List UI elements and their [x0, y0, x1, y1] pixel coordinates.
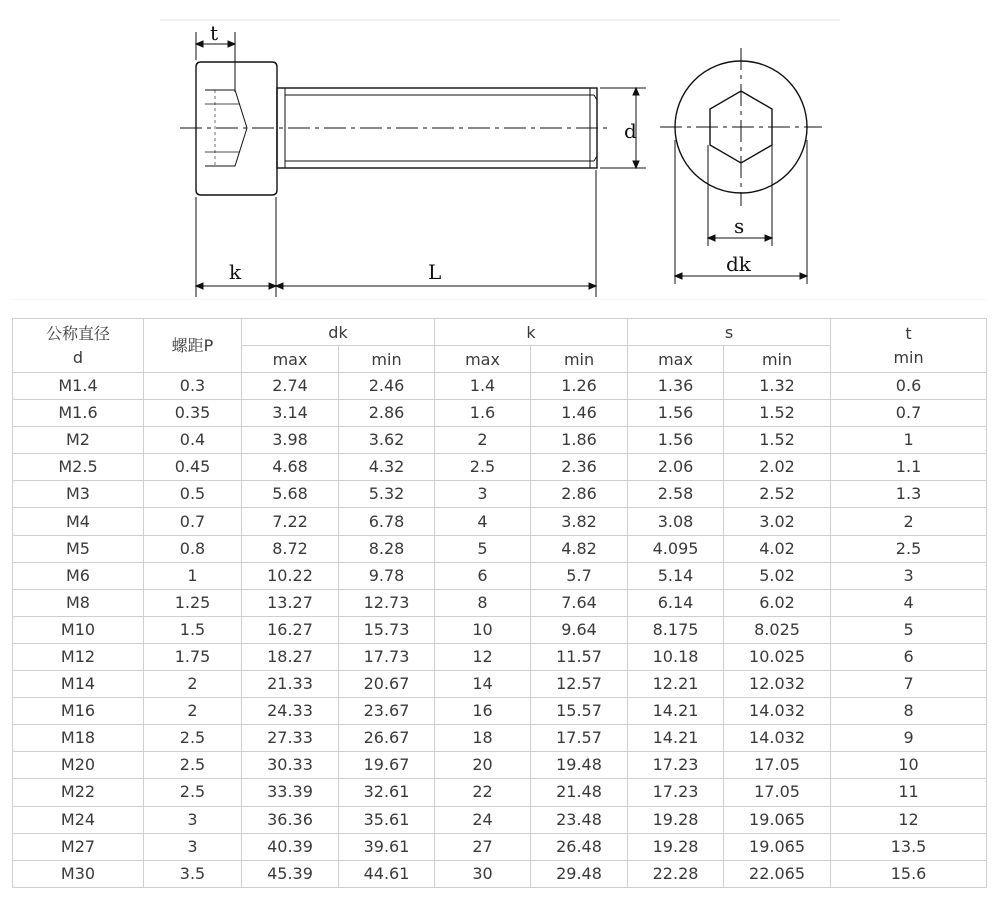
- table-row: [13, 373, 987, 400]
- cell-dk-min: 12.73: [339, 589, 435, 616]
- header-s-max: max: [628, 346, 724, 373]
- cell-s-min: 19.065: [724, 806, 831, 833]
- cell-k-max: 3: [435, 481, 531, 508]
- table-row: [13, 481, 987, 508]
- cell-pitch: 2: [144, 698, 242, 725]
- screw-spec-table: [12, 318, 987, 888]
- cell-pitch: 0.8: [144, 535, 242, 562]
- cell-k-min: 1.86: [531, 427, 628, 454]
- k-L-dimension: [196, 170, 596, 297]
- cell-k-min: 17.57: [531, 725, 628, 752]
- cell-dk-min: 19.67: [339, 752, 435, 779]
- cell-s-min: 22.065: [724, 860, 831, 887]
- cell-k-max: 2.5: [435, 454, 531, 481]
- cell-k-min: 11.57: [531, 643, 628, 670]
- cell-t-min: 6: [831, 643, 987, 670]
- cell-size: M18: [13, 725, 144, 752]
- cell-k-max: 22: [435, 779, 531, 806]
- cell-size: M24: [13, 806, 144, 833]
- spec-table-body: [13, 373, 987, 888]
- cell-dk-min: 39.61: [339, 833, 435, 860]
- cell-dk-max: 10.22: [242, 562, 339, 589]
- cell-k-max: 18: [435, 725, 531, 752]
- cell-s-max: 5.14: [628, 562, 724, 589]
- cell-size: M14: [13, 671, 144, 698]
- label-d: d: [624, 119, 637, 143]
- cell-s-min: 14.032: [724, 698, 831, 725]
- cell-k-min: 9.64: [531, 616, 628, 643]
- cell-dk-min: 2.46: [339, 373, 435, 400]
- header-k-min: min: [531, 346, 628, 373]
- cell-t-min: 8: [831, 698, 987, 725]
- cell-pitch: 0.5: [144, 481, 242, 508]
- cell-k-min: 23.48: [531, 806, 628, 833]
- cell-pitch: 2.5: [144, 752, 242, 779]
- cell-t-min: 0.7: [831, 400, 987, 427]
- table-row: [13, 806, 987, 833]
- cell-k-min: 29.48: [531, 860, 628, 887]
- cell-t-min: 1.3: [831, 481, 987, 508]
- cell-dk-min: 20.67: [339, 671, 435, 698]
- cell-k-max: 1.4: [435, 373, 531, 400]
- cell-dk-min: 5.32: [339, 481, 435, 508]
- cell-s-max: 1.56: [628, 427, 724, 454]
- table-row: [13, 454, 987, 481]
- cell-t-min: 10: [831, 752, 987, 779]
- cell-t-min: 11: [831, 779, 987, 806]
- cell-s-min: 6.02: [724, 589, 831, 616]
- table-row: [13, 427, 987, 454]
- cell-s-min: 12.032: [724, 671, 831, 698]
- cell-k-max: 6: [435, 562, 531, 589]
- header-nominal-line2: d: [72, 347, 84, 367]
- cell-pitch: 2.5: [144, 725, 242, 752]
- cell-size: M4: [13, 508, 144, 535]
- cell-s-min: 2.52: [724, 481, 831, 508]
- cell-s-max: 14.21: [628, 725, 724, 752]
- cell-dk-min: 2.86: [339, 400, 435, 427]
- cell-pitch: 1.5: [144, 616, 242, 643]
- cell-t-min: 15.6: [831, 860, 987, 887]
- cell-size: M6: [13, 562, 144, 589]
- cell-dk-max: 2.74: [242, 373, 339, 400]
- cell-pitch: 0.4: [144, 427, 242, 454]
- cell-s-max: 2.58: [628, 481, 724, 508]
- table-row: [13, 508, 987, 535]
- cell-s-max: 2.06: [628, 454, 724, 481]
- header-k: k: [435, 319, 628, 346]
- cell-s-max: 8.175: [628, 616, 724, 643]
- cell-s-max: 4.095: [628, 535, 724, 562]
- cell-t-min: 9: [831, 725, 987, 752]
- cell-dk-min: 17.73: [339, 643, 435, 670]
- table-row: [13, 671, 987, 698]
- table-row: [13, 562, 987, 589]
- cell-dk-max: 3.14: [242, 400, 339, 427]
- table-row: [13, 860, 987, 887]
- cell-k-max: 2: [435, 427, 531, 454]
- cell-pitch: 2: [144, 671, 242, 698]
- header-dk: dk: [242, 319, 435, 346]
- cell-k-min: 21.48: [531, 779, 628, 806]
- cell-k-min: 19.48: [531, 752, 628, 779]
- cell-dk-max: 24.33: [242, 698, 339, 725]
- cell-dk-max: 33.39: [242, 779, 339, 806]
- label-t: t: [210, 21, 219, 45]
- header-nominal-diameter: [13, 319, 144, 373]
- cell-s-max: 12.21: [628, 671, 724, 698]
- table-row: [13, 779, 987, 806]
- cell-t-min: 1.1: [831, 454, 987, 481]
- cell-size: M27: [13, 833, 144, 860]
- cell-k-min: 4.82: [531, 535, 628, 562]
- cell-dk-max: 30.33: [242, 752, 339, 779]
- cell-pitch: 1: [144, 562, 242, 589]
- cell-k-max: 4: [435, 508, 531, 535]
- cell-dk-max: 4.68: [242, 454, 339, 481]
- cell-dk-max: 21.33: [242, 671, 339, 698]
- cell-k-min: 26.48: [531, 833, 628, 860]
- cell-k-max: 8: [435, 589, 531, 616]
- cell-size: M10: [13, 616, 144, 643]
- cell-size: M2.5: [13, 454, 144, 481]
- cell-k-min: 1.26: [531, 373, 628, 400]
- header-s: s: [628, 319, 831, 346]
- label-L: L: [428, 260, 442, 284]
- cell-dk-max: 36.36: [242, 806, 339, 833]
- header-t-line1: t: [905, 323, 912, 343]
- cell-k-max: 16: [435, 698, 531, 725]
- cell-k-max: 12: [435, 643, 531, 670]
- cell-pitch: 3: [144, 806, 242, 833]
- cell-dk-max: 45.39: [242, 860, 339, 887]
- cell-dk-min: 3.62: [339, 427, 435, 454]
- table-row: [13, 752, 987, 779]
- cell-s-min: 1.52: [724, 400, 831, 427]
- table-row: [13, 725, 987, 752]
- table-row: [13, 535, 987, 562]
- cell-pitch: 3.5: [144, 860, 242, 887]
- cell-s-max: 6.14: [628, 589, 724, 616]
- cell-dk-max: 27.33: [242, 725, 339, 752]
- cell-k-min: 2.86: [531, 481, 628, 508]
- cell-pitch: 0.7: [144, 508, 242, 535]
- cell-k-min: 5.7: [531, 562, 628, 589]
- cell-s-max: 17.23: [628, 752, 724, 779]
- cell-pitch: 1.75: [144, 643, 242, 670]
- cell-s-min: 19.065: [724, 833, 831, 860]
- header-k-max: max: [435, 346, 531, 373]
- cell-dk-min: 15.73: [339, 616, 435, 643]
- cell-k-max: 27: [435, 833, 531, 860]
- cell-pitch: 0.45: [144, 454, 242, 481]
- cell-dk-max: 8.72: [242, 535, 339, 562]
- header-s-min: min: [724, 346, 831, 373]
- cell-s-min: 1.32: [724, 373, 831, 400]
- cell-pitch: 0.35: [144, 400, 242, 427]
- screw-end-view: [660, 48, 822, 206]
- label-s: s: [734, 214, 745, 238]
- cell-s-min: 3.02: [724, 508, 831, 535]
- cell-size: M2: [13, 427, 144, 454]
- cell-t-min: 12: [831, 806, 987, 833]
- cell-dk-min: 35.61: [339, 806, 435, 833]
- cell-t-min: 4: [831, 589, 987, 616]
- cell-dk-max: 40.39: [242, 833, 339, 860]
- header-t: [831, 319, 987, 373]
- header-pitch: 螺距P: [144, 319, 242, 373]
- cell-s-min: 10.025: [724, 643, 831, 670]
- cell-k-min: 3.82: [531, 508, 628, 535]
- cell-k-max: 10: [435, 616, 531, 643]
- cell-s-min: 8.025: [724, 616, 831, 643]
- screw-technical-drawing: [0, 0, 1000, 300]
- cell-size: M12: [13, 643, 144, 670]
- cell-dk-max: 18.27: [242, 643, 339, 670]
- cell-t-min: 5: [831, 616, 987, 643]
- cell-t-min: 1: [831, 427, 987, 454]
- label-dk: dk: [726, 252, 751, 276]
- cell-pitch: 3: [144, 833, 242, 860]
- cell-s-max: 22.28: [628, 860, 724, 887]
- cell-s-min: 17.05: [724, 752, 831, 779]
- header-dk-max: max: [242, 346, 339, 373]
- cell-s-min: 2.02: [724, 454, 831, 481]
- cell-size: M20: [13, 752, 144, 779]
- cell-t-min: 2: [831, 508, 987, 535]
- cell-s-max: 19.28: [628, 806, 724, 833]
- cell-t-min: 13.5: [831, 833, 987, 860]
- label-k: k: [229, 260, 242, 284]
- cell-k-max: 1.6: [435, 400, 531, 427]
- cell-k-max: 14: [435, 671, 531, 698]
- table-row: [13, 616, 987, 643]
- cell-t-min: 7: [831, 671, 987, 698]
- cell-s-max: 17.23: [628, 779, 724, 806]
- cell-dk-max: 7.22: [242, 508, 339, 535]
- cell-k-max: 30: [435, 860, 531, 887]
- cell-pitch: 0.3: [144, 373, 242, 400]
- cell-dk-min: 6.78: [339, 508, 435, 535]
- cell-dk-max: 16.27: [242, 616, 339, 643]
- cell-dk-min: 9.78: [339, 562, 435, 589]
- cell-size: M8: [13, 589, 144, 616]
- cell-s-max: 14.21: [628, 698, 724, 725]
- cell-k-min: 7.64: [531, 589, 628, 616]
- cell-k-min: 1.46: [531, 400, 628, 427]
- cell-s-min: 1.52: [724, 427, 831, 454]
- cell-size: M1.6: [13, 400, 144, 427]
- header-nominal-line1: 公称直径: [45, 323, 110, 343]
- cell-dk-max: 5.68: [242, 481, 339, 508]
- cell-t-min: 3: [831, 562, 987, 589]
- table-row: [13, 698, 987, 725]
- header-t-line2: min: [893, 347, 924, 367]
- cell-pitch: 2.5: [144, 779, 242, 806]
- cell-k-min: 12.57: [531, 671, 628, 698]
- cell-t-min: 0.6: [831, 373, 987, 400]
- cell-s-min: 14.032: [724, 725, 831, 752]
- table-row: [13, 833, 987, 860]
- cell-s-max: 19.28: [628, 833, 724, 860]
- cell-dk-min: 44.61: [339, 860, 435, 887]
- cell-dk-min: 23.67: [339, 698, 435, 725]
- table-row: [13, 400, 987, 427]
- table-row: [13, 589, 987, 616]
- cell-k-min: 2.36: [531, 454, 628, 481]
- cell-dk-min: 32.61: [339, 779, 435, 806]
- cell-dk-min: 4.32: [339, 454, 435, 481]
- cell-s-min: 17.05: [724, 779, 831, 806]
- cell-size: M22: [13, 779, 144, 806]
- cell-s-max: 10.18: [628, 643, 724, 670]
- cell-s-max: 1.56: [628, 400, 724, 427]
- cell-k-max: 24: [435, 806, 531, 833]
- table-row: [13, 643, 987, 670]
- cell-size: M16: [13, 698, 144, 725]
- cell-s-min: 4.02: [724, 535, 831, 562]
- cell-k-min: 15.57: [531, 698, 628, 725]
- header-dk-min: min: [339, 346, 435, 373]
- cell-k-max: 5: [435, 535, 531, 562]
- cell-dk-max: 3.98: [242, 427, 339, 454]
- cell-size: M5: [13, 535, 144, 562]
- cell-dk-min: 8.28: [339, 535, 435, 562]
- cell-dk-max: 13.27: [242, 589, 339, 616]
- cell-s-max: 3.08: [628, 508, 724, 535]
- cell-s-max: 1.36: [628, 373, 724, 400]
- cell-size: M1.4: [13, 373, 144, 400]
- cell-s-min: 5.02: [724, 562, 831, 589]
- cell-dk-min: 26.67: [339, 725, 435, 752]
- cell-t-min: 2.5: [831, 535, 987, 562]
- cell-size: M3: [13, 481, 144, 508]
- cell-size: M30: [13, 860, 144, 887]
- cell-pitch: 1.25: [144, 589, 242, 616]
- cell-k-max: 20: [435, 752, 531, 779]
